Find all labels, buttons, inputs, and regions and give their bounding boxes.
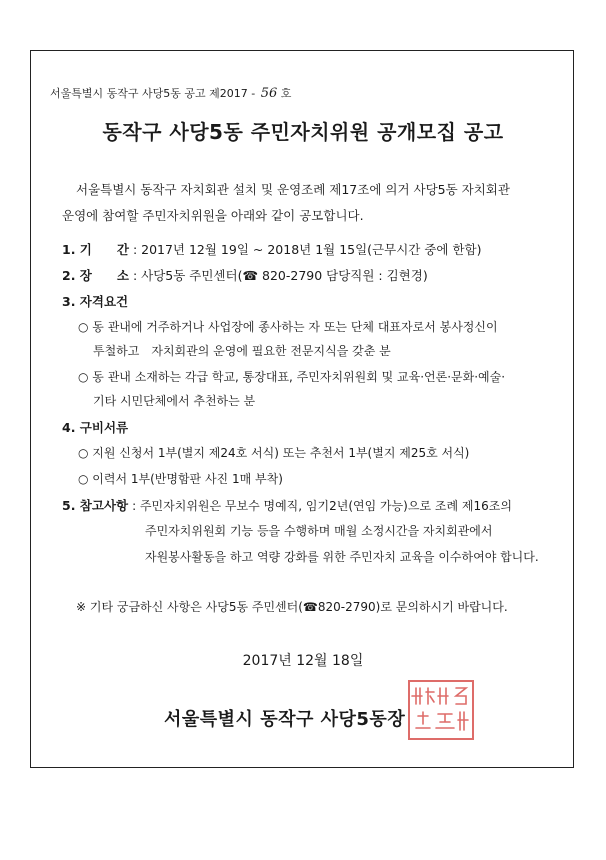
issue-date: 2017년 12월 18일 [242,653,364,669]
documents-item-1: ○ 지원 신청서 1부(별지 제24호 서식) 또는 추천서 1부(별지 제25호 서식) [78,446,470,460]
place-label: 2. 장 소 [62,268,129,283]
intro-line-1: 서울특별시 동작구 자치회관 설치 및 운영조례 제17조에 의거 사당5동 자치회관 [76,182,510,197]
qualification-item-2-line-2: 기타 시민단체에서 추천하는 분 [93,394,256,408]
qualification-item-2-line-1: ○ 동 관내 소재하는 각급 학교, 통장대표, 주민자치위원회 및 교육·언론·문화·예술· [78,370,506,384]
qualification-item-1-line-2: 투철하고 자치회관의 운영에 필요한 전문지식을 갖춘 분 [93,344,391,358]
document-title: 동작구 사당5동 주민자치위원 공개모집 공고 [102,120,504,144]
reference-line-2: 주민자치위원회 기능 등을 수행하며 매월 소정시간을 자치회관에서 [145,524,493,538]
reference-row [62,496,512,514]
period-label: 1. 기 간 [62,242,129,257]
place-value: : 사당5동 주민센터(☎ 820-2790 담당직원 : 김현경) [132,268,428,283]
documents-item-2: ○ 이력서 1부(반명함판 사진 1매 부착) [78,472,283,486]
notice-number [50,85,291,101]
qualification-heading: 3. 자격요건 [62,294,129,309]
footer-note: ※ 기타 궁금하신 사항은 사당5동 주민센터(☎820-2790)로 문의하시기 바랍니다. [76,600,508,614]
issuer-name: 서울특별시 동작구 사당5동장 [164,709,406,730]
official-seal [408,680,474,740]
reference-label: 5. 참고사항 [62,498,129,513]
notice-number-suffix: 호 [280,87,292,100]
period-value: : 2017년 12월 19일 ~ 2018년 1월 15일(근무시간 중에 한함) [132,242,482,257]
place-row [62,266,428,284]
notice-number-prefix: 서울특별시 동작구 사당5동 공고 제2017 - [50,87,256,100]
qualification-item-1-line-1: ○ 동 관내에 거주하거나 사업장에 종사하는 자 또는 단체 대표자로서 봉사정신이 [78,320,498,334]
reference-line-1: : 주민자치위원은 무보수 명예직, 임기2년(연임 가능)으로 조례 제16조의 [132,499,512,513]
intro-line-2: 운영에 참여할 주민자치위원을 아래와 같이 공모합니다. [62,208,364,223]
seal-graphic [410,682,472,738]
period-row [62,240,481,258]
notice-number-handwritten: 56 [260,86,278,101]
reference-line-3: 자원봉사활동을 하고 역량 강화를 위한 주민자치 교육을 이수하여야 합니다. [145,550,539,564]
documents-heading: 4. 구비서류 [62,420,129,435]
